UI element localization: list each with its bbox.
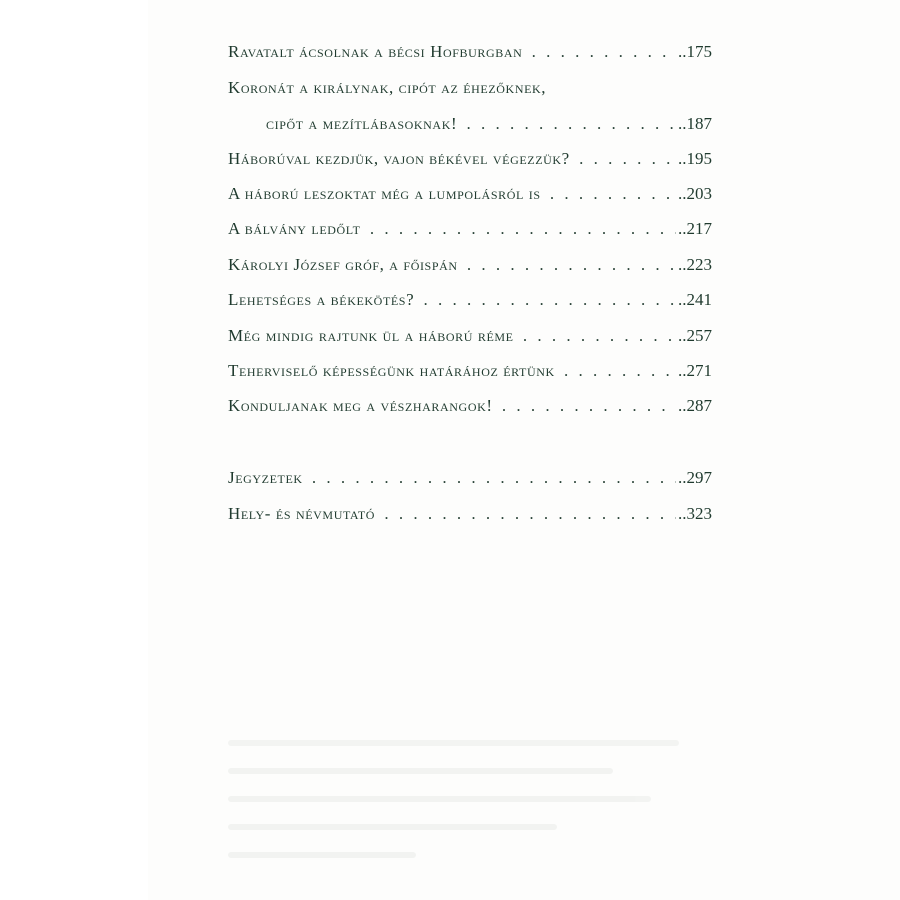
toc-entry-title: A háború leszoktat még a lumpolásról is (228, 184, 541, 203)
toc-entry (228, 149, 712, 179)
toc-entry-title: cipőt a mezítlábasoknak! (266, 114, 458, 133)
toc-entry (228, 184, 712, 214)
dot-leader (555, 361, 676, 381)
toc-entry (228, 396, 712, 426)
toc-entry-title: Jegyzetek (228, 468, 303, 487)
toc-entry-title: Koronát a királynak, cipót az éhezőknek, (228, 78, 547, 97)
bleed-through-shadow (228, 740, 698, 890)
toc-entry (228, 504, 712, 534)
toc-entry-page: ..297 (678, 468, 712, 487)
toc-entry (228, 219, 712, 249)
dot-leader (361, 219, 676, 239)
toc-entry-page: ..203 (678, 184, 712, 203)
toc-entry-title: Károlyi József gróf, a főispán (228, 255, 458, 274)
dot-leader (457, 114, 676, 134)
toc-entry (228, 326, 712, 356)
toc-entry (228, 361, 712, 391)
dot-leader (541, 184, 676, 204)
toc-entry-title: Teherviselő képességünk határához értünk (228, 361, 555, 380)
toc-entry-page: ..287 (678, 396, 712, 415)
toc-entry-page: ..223 (678, 255, 712, 274)
dot-leader (303, 468, 676, 488)
toc-entry-page: ..257 (678, 326, 712, 345)
toc-entry-page: ..187 (678, 114, 712, 133)
dot-leader (570, 149, 676, 169)
toc-entry-page: ..323 (678, 504, 712, 523)
toc-entry-page: ..271 (678, 361, 712, 380)
toc-entry-title: Ravatalt ácsolnak a bécsi Hofburgban (228, 42, 523, 61)
toc-entry-title: Hely- és névmutató (228, 504, 376, 523)
toc-entry-page: ..195 (678, 149, 712, 168)
dot-leader (458, 255, 676, 275)
toc-entry-page: ..175 (678, 42, 712, 61)
dot-leader (375, 504, 676, 524)
dot-leader (414, 290, 676, 310)
toc-entry-title: A bálvány ledőlt (228, 219, 361, 238)
dot-leader (493, 396, 676, 416)
toc-entry (228, 114, 712, 144)
toc-entry-title: Konduljanak meg a vészharangok! (228, 396, 493, 415)
toc-entry-page: ..217 (678, 219, 712, 238)
toc-entry (228, 468, 712, 498)
toc-entry (228, 42, 712, 72)
toc-entry (228, 78, 712, 108)
toc-entry-page: ..241 (678, 290, 712, 309)
toc-entry (228, 290, 712, 320)
toc-entry (228, 255, 712, 285)
dot-leader (522, 42, 676, 62)
toc-entry-title: Lehetséges a békekötés? (228, 290, 415, 309)
toc-entry-title: Háborúval kezdjük, vajon békével végezzük? (228, 149, 570, 168)
toc-entry-title: Még mindig rajtunk ül a háború réme (228, 326, 514, 345)
dot-leader (514, 326, 676, 346)
